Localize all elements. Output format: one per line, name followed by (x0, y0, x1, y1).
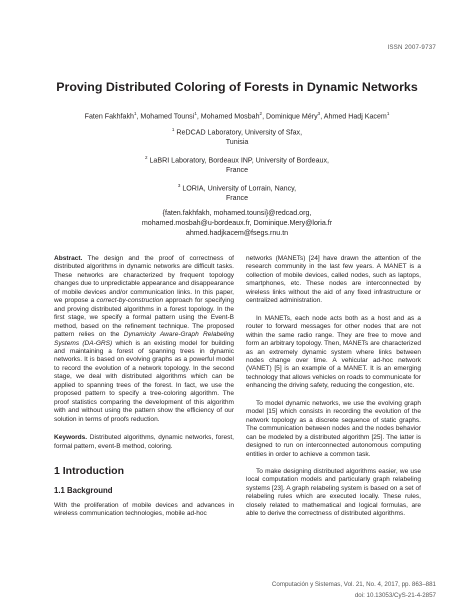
author-emails (0, 209, 474, 238)
keywords: Keywords. Distributed algorithms, dynamic networks, forest, formal pattern, event-B method, coloring. (54, 434, 234, 450)
author-list: Faten Fakhfakh$^1$, Mohamed Tounsi$^1$, Mohamed Mosbah$^2$, Dominique Méry$^3$, Ahmed Hadj Kacem$^1$ (84, 111, 390, 121)
body-paragraph: networks (MANETs) [24] have drawn the attention of the research community in the last few years. A MANET is a collection of mobile devices, called nodes, such as laptops, smartphones, etc. These nodes are interconnected by wireless links without the aid of any fixed infrastructure or centralized administration. (246, 255, 421, 305)
email-line: {faten.fakhfakh, mohamed.tounsi}@redcad.org, (162, 209, 312, 217)
abstract: Abstract. The design and the proof of correctness of distributed algorithms in dynamic networks are difficult tasks. These networks are characterized by frequent topology changes due to unpredictable appearance and disappearance of mobile devices and/or communication links. In this paper, we propose a correct-by-construction approach for specifying and proving distributed algorithms in a forest topology. In the first stage, we specify a formal pattern using the Event-B method, based on the refinement technique. The proposed pattern relies on the Dynamicity Aware-Graph Relabeling Systems (DA-GRS) which is an existing model for building and maintaining a forest of spanning trees in dynamic networks. It is based on evolving graphs as a powerful model to record the evolution of a network topology. In the second stage, we deal with distributed algorithms which can be applied to spanning trees of the forest. In fact, we use the proposed pattern to specify a tree-coloring algorithm. The proof statistics comparing the development of this algorithm with and without using the pattern show the efficiency of our solution in terms of proofs reduction. (54, 255, 234, 423)
body-paragraph: In MANETs, each node acts both as a host and as a router to forward messages for other nodes that are not within the same radio range. They are free to move and form an arbitrary topology. Then, MANETs are characterized as an extremely dynamic system where links between nodes change over time. A vehicular ad-hoc network (VANET) [5] is an example of a MANET. It is an emerging technology that allows vehicles on roads to communicate for enhancing the driving safety, reducing the congestion, etc. (246, 314, 421, 390)
subsection-heading: 1.1 Background (54, 485, 113, 495)
page-footer (272, 580, 436, 601)
author-name: Mohamed Tounsi (140, 112, 195, 121)
body-paragraph: With the proliferation of mobile devices and advances in wireless communication technologies, mobile ad-hoc (54, 501, 234, 518)
affiliation-3: $^3$ LORIA, University of Lorrain, Nancy, France (177, 183, 297, 203)
right-column (246, 255, 421, 519)
abstract-label: Abstract. (54, 255, 83, 262)
author-name: Dominique Méry (266, 112, 318, 121)
issn-header: ISSN 2007-9737 (387, 44, 436, 51)
author-name: Ahmed Hadj Kacem (323, 112, 387, 121)
left-column (54, 255, 234, 519)
body-paragraph: To make designing distributed algorithms easier, we use local computation models and particularly graph relabeling systems [23]. A graph relabeling system is based on a set of relabeling rules which are executed locally. These rules, closely related to mathematical and logical formulas, are able to derive the correctness of distributed algorithms. (246, 467, 421, 518)
doi: doi: 10.13053/CyS-21-4-2857 (354, 591, 436, 599)
paper-title: Proving Distributed Coloring of Forests in Dynamic Networks (56, 80, 418, 94)
section-heading: 1 Introduction (54, 464, 124, 477)
author-name: Mohamed Mosbah (200, 112, 260, 121)
keywords-label: Keywords. (54, 434, 88, 442)
email-line: ahmed.hadjkacem@fsegs.rnu.tn (185, 228, 289, 237)
body-paragraph: To model dynamic networks, we use the evolving graph model [15] which consists in recording the evolution of the network topology as a discrete sequence of static graphs. The communication between nodes and the nodes behavior can be modeled by a distributed algorithm [25]. The latter is designed to run on interconnected autonomous computing entities in order to achieve a common task. (246, 399, 421, 458)
author-name: Faten Fakhfakh (84, 112, 134, 121)
affiliation-1: $^1$ ReDCAD Laboratory, University of Sfax, Tunisia (171, 127, 303, 147)
journal-citation: Computación y Sistemas, Vol. 21, No. 4, 2017, pp. 863–881 (271, 581, 436, 588)
email-line: mohamed.mosbah@u-bordeaux.fr, Dominique.Mery@loria.fr (141, 218, 333, 227)
affiliation-2: $^2$ LaBRI Laboratory, Bordeaux INP, University of Bordeaux, France (144, 155, 330, 175)
